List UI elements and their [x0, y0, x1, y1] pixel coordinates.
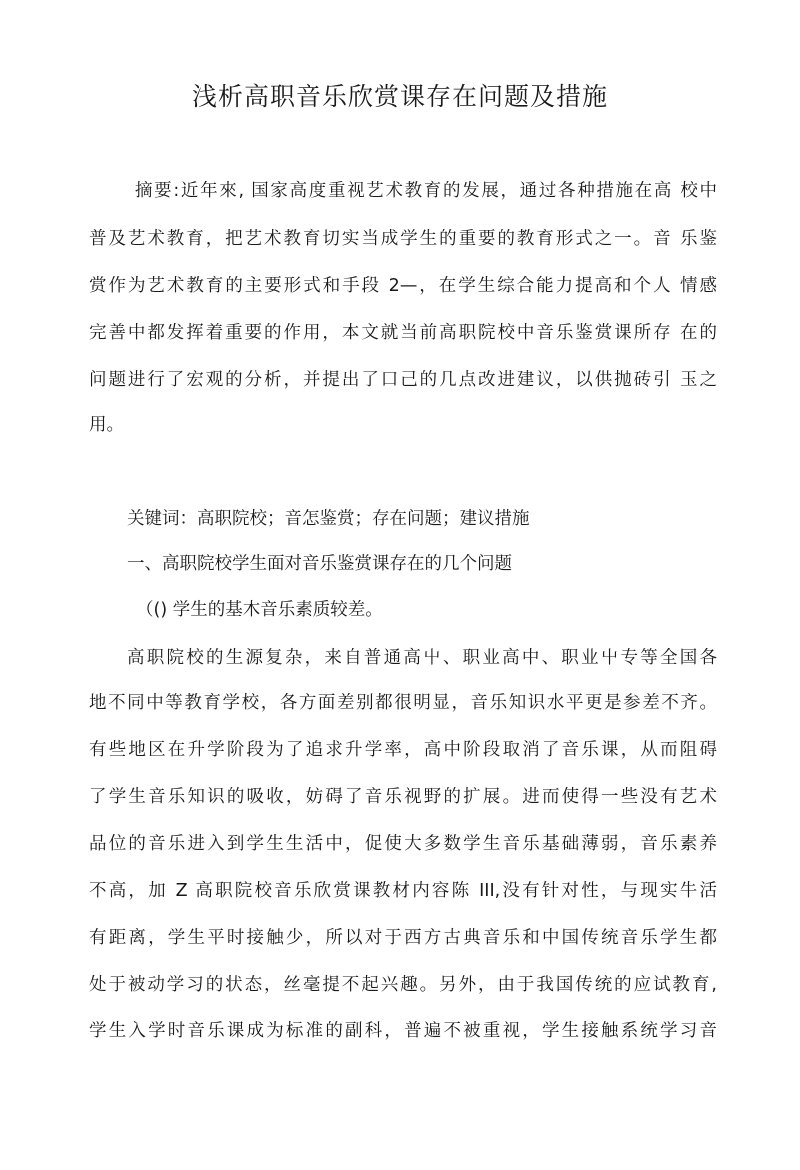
body-line: 有距离，学生平时接触少，所以对于西方古典音乐和中国传统音乐学生都	[89, 928, 717, 948]
body-line: 地不同中等教育学校，各方面差别都很明显，音乐知识水平更是参差不齐。	[89, 693, 717, 713]
keywords: 关键词：高职院校；音怎鉴赏；存在问题；建议措施	[127, 509, 530, 529]
section-heading: 一、高职院校学生面对音乐鉴赏课存在的几个问题	[127, 554, 512, 574]
body-line: 了学生音乐知识的吸收，妨碍了音乐视野的扩展。进而使得一些没有艺术	[89, 787, 717, 807]
document-title: 浅析高职音乐欣赏课存在问题及措施	[191, 82, 608, 111]
abstract-line: 赏作为艺术教育的主要形式和手段 2—，在学生综合能力提高和个人 情感	[89, 276, 717, 296]
body-line: 不高，加 Z 高职院校音乐欣赏课教材内容陈 III,没有针对性，与现实牛活	[89, 881, 717, 901]
body-line: 学生入学时音乐课成为标准的副科，普遍不被重视，学生接触系统学习音	[89, 1021, 717, 1041]
subsection-heading: （() 学生的基木音乐素质较差。	[136, 600, 383, 620]
body-line: 高职院校的生源复杂，来自普通高屮、职业高中、职业屮专等全国各	[127, 648, 717, 668]
abstract-line: 完善中都发挥着重要的作用，本文就当前高职院校中音乐鉴赏课所存 在的	[89, 323, 717, 343]
body-line: 处于被动学习的状态，丝毫提不起兴趣。另外，由于我国传统的应试教育,	[89, 975, 717, 995]
abstract-line: 摘要:近年來, 国家高度重视艺术教育的发展，通过各种措施在高 校中	[135, 181, 717, 201]
body-line: 品位的音乐进入到学生生活中，促使大多数学生音乐基础薄弱，音乐素养	[89, 834, 717, 854]
body-line: 有些地区在升学阶段为了追求升学率，高中阶段取消了音乐课，从而阻碍	[89, 740, 717, 760]
abstract-line: 问题进行了宏观的分析，并提出了口己的几点改进建议，以供抛砖引 玉之	[89, 370, 717, 390]
abstract-line: 用。	[89, 415, 124, 435]
abstract-line: 普及艺术教育，把艺术教育切实当成学生的重要的教育形式之一。音 乐鉴	[89, 229, 717, 249]
